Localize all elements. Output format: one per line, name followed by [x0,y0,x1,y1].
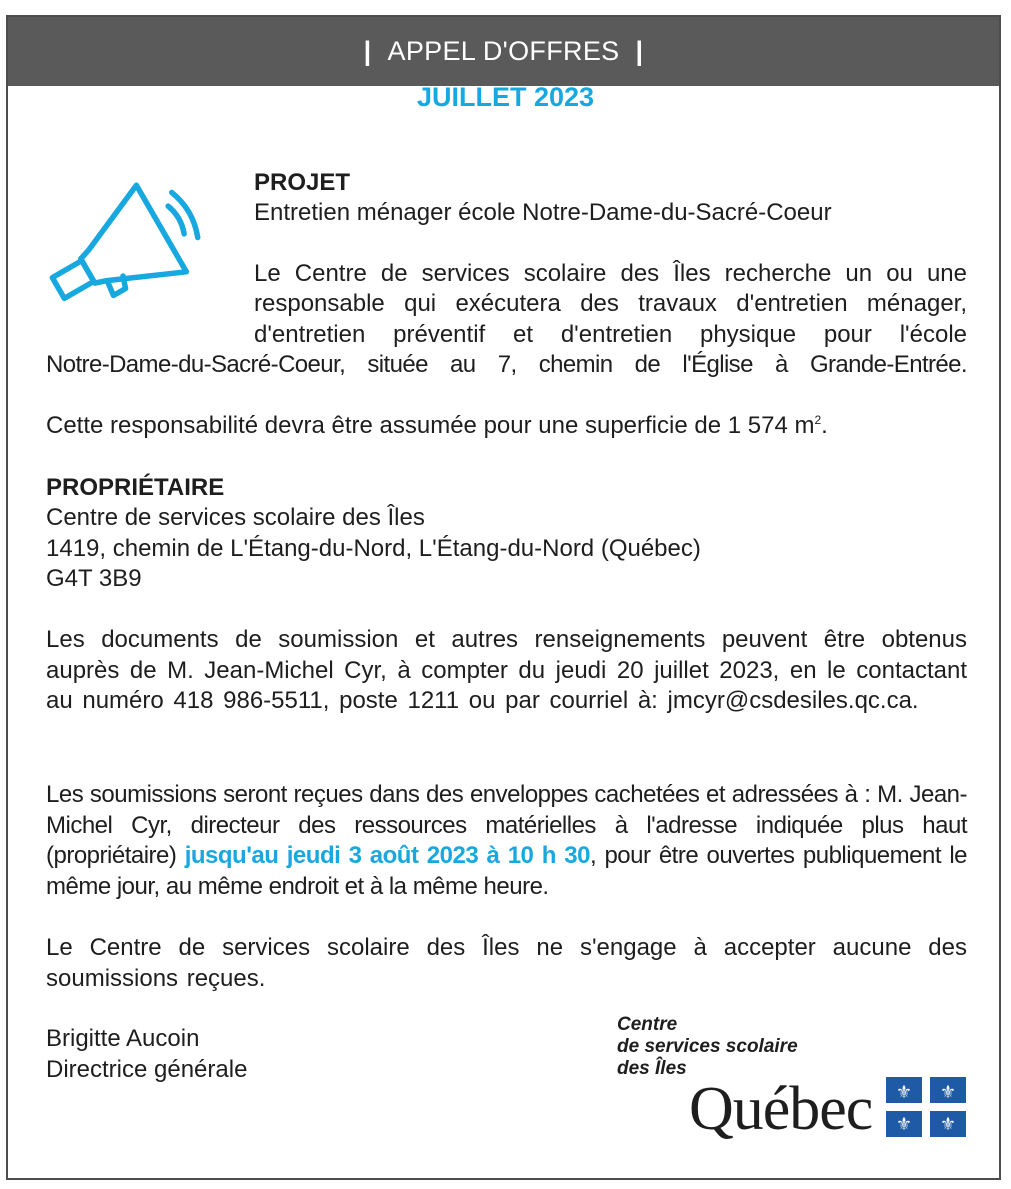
proprietaire-line-3: G4T 3B9 [46,565,142,592]
soumissions-before: Les soumissions seront reçues dans des enveloppes cachetées et adressées à : M. Jean-Michel Cyr, directeur des ressources matérielles à l'adresse indiquée plus haut (propriétaire) [46,781,967,869]
quebec-wordmark: Québec [689,1075,873,1143]
superficie-text [46,411,967,442]
documents-paragraph: Les documents de soumission et autres renseignements peuvent être obtenus auprès de M. Jean-Michel Cyr, à compter du jeudi 20 juillet 2023, en le contactant au numéro 418 986-5511, poste 1211 ou par courriel à: jmcyr@csdesiles.qc.ca. [46,626,967,714]
banner-bar-right: | [635,36,644,66]
soumissions-after: , pour être ouvertes publiquement le même jour, au même endroit et à la même heure. [46,842,968,900]
projet-desc-line-3: d'entretien préventif et d'entretien physique pour l'école [254,321,967,348]
logo-line-2: de services scolaire [617,1036,798,1057]
header-banner [8,17,999,86]
banner-bar-left: | [363,36,372,66]
proprietaire-heading: PROPRIÉTAIRE [46,474,225,501]
soumissions-paragraph [46,780,967,902]
megaphone-icon [28,152,210,330]
banner-title: APPEL D'OFFRES [387,36,620,66]
projet-name: Entretien ménager école Notre-Dame-du-Sacré-Coeur [254,199,832,226]
csdi-logo-text [617,1014,798,1080]
proprietaire-line-2: 1419, chemin de L'Étang-du-Nord, L'Étang-du-Nord (Québec) [46,535,701,562]
projet-desc-line-1: Le Centre de services scolaire des Îles recherche un ou une [254,260,967,287]
projet-desc-line-2: responsable qui exécutera des travaux d'entretien ménager, [254,290,967,317]
svg-text:⚜: ⚜ [939,1082,957,1103]
notice-month: JUILLET 2023 [416,82,595,112]
logo-line-1: Centre [617,1014,678,1035]
superficie-exponent: 2 [814,413,822,427]
svg-text:⚜: ⚜ [895,1082,913,1103]
proprietaire-line-1: Centre de services scolaire des Îles [46,504,425,531]
superficie-end: . [821,412,828,439]
signature-name: Brigitte Aucoin [46,1025,200,1052]
svg-text:⚜: ⚜ [939,1114,957,1135]
svg-text:⚜: ⚜ [895,1114,913,1135]
logo-line-3: des Îles [617,1058,687,1079]
projet-heading: PROJET [254,169,351,196]
projet-desc-line-4: Notre-Dame-du-Sacré-Coeur, située au 7, chemin de l'Église à Grande-Entrée. [46,351,967,378]
signature-title: Directrice générale [46,1056,248,1083]
engagement-paragraph: Le Centre de services scolaire des Îles ne s'engage à accepter aucune des soumissions reçues. [46,934,967,992]
quebec-flag-icon [886,1077,966,1137]
soumissions-deadline: jusqu'au jeudi 3 août 2023 à 10 h 30 [184,842,590,869]
superficie-main: Cette responsabilité devra être assumée pour une superficie de 1 574 m [46,412,815,439]
